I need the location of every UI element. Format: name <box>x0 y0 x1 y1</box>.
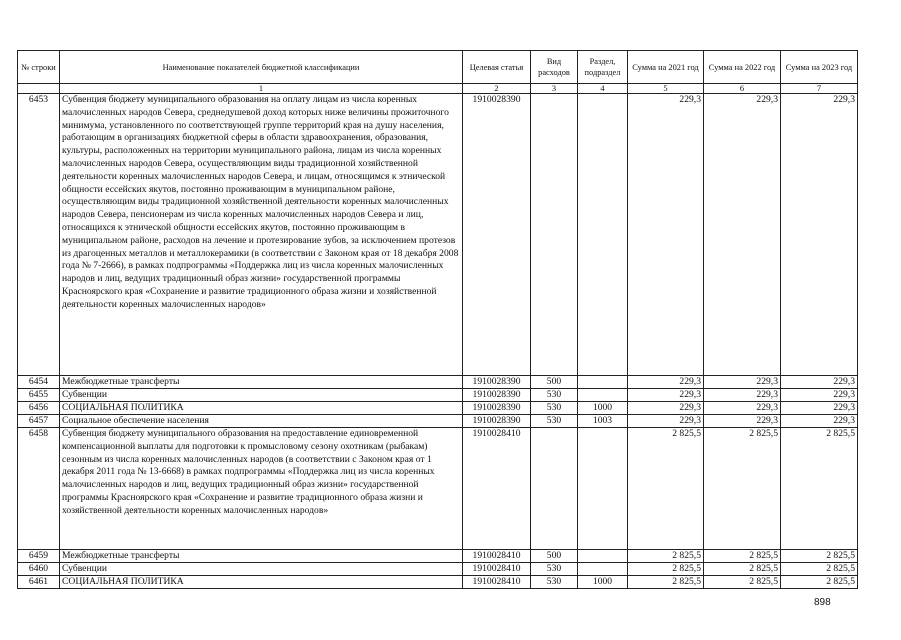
row-sum-2023: 229,3 <box>781 376 858 389</box>
column-number: 3 <box>531 84 578 94</box>
row-name: Межбюджетные трансферты <box>60 550 463 563</box>
row-target: 1910028390 <box>463 389 531 402</box>
row-section: 1000 <box>578 402 628 415</box>
row-sum-2023: 229,3 <box>781 415 858 428</box>
row-target: 1910028390 <box>463 415 531 428</box>
row-sum-2021: 229,3 <box>628 389 704 402</box>
row-type: 530 <box>531 415 578 428</box>
table-row <box>18 94 858 376</box>
row-sum-2023: 2 825,5 <box>781 563 858 576</box>
column-number: 2 <box>463 84 531 94</box>
row-target: 1910028390 <box>463 94 531 376</box>
row-section <box>578 94 628 376</box>
row-target: 1910028410 <box>463 563 531 576</box>
row-sum-2021: 2 825,5 <box>628 550 704 563</box>
table-row <box>18 428 858 550</box>
row-sum-2021: 2 825,5 <box>628 576 704 589</box>
row-number: 6453 <box>18 94 60 376</box>
column-number: 6 <box>704 84 781 94</box>
row-section: 1003 <box>578 415 628 428</box>
row-target: 1910028410 <box>463 576 531 589</box>
row-target: 1910028390 <box>463 376 531 389</box>
table-row <box>18 576 858 589</box>
row-sum-2023: 2 825,5 <box>781 576 858 589</box>
row-type: 530 <box>531 576 578 589</box>
header-sum-2022: Сумма на 2022 год <box>704 51 781 84</box>
row-sum-2021: 2 825,5 <box>628 428 704 550</box>
row-type: 530 <box>531 563 578 576</box>
row-sum-2021: 229,3 <box>628 94 704 376</box>
row-sum-2022: 2 825,5 <box>704 576 781 589</box>
row-sum-2021: 229,3 <box>628 402 704 415</box>
table-row <box>18 563 858 576</box>
header-target: Целевая статья <box>463 51 531 84</box>
row-type: 530 <box>531 389 578 402</box>
row-sum-2022: 229,3 <box>704 376 781 389</box>
row-type: 500 <box>531 550 578 563</box>
row-number: 6454 <box>18 376 60 389</box>
row-number: 6455 <box>18 389 60 402</box>
table-header-row <box>18 51 858 84</box>
row-target: 1910028390 <box>463 402 531 415</box>
row-number: 6461 <box>18 576 60 589</box>
row-sum-2023: 229,3 <box>781 94 858 376</box>
row-name: СОЦИАЛЬНАЯ ПОЛИТИКА <box>60 402 463 415</box>
row-number: 6456 <box>18 402 60 415</box>
row-sum-2022: 2 825,5 <box>704 550 781 563</box>
row-sum-2021: 229,3 <box>628 415 704 428</box>
header-sum-2021: Сумма на 2021 год <box>628 51 704 84</box>
row-section <box>578 550 628 563</box>
row-type: 500 <box>531 376 578 389</box>
row-sum-2022: 2 825,5 <box>704 563 781 576</box>
row-target: 1910028410 <box>463 428 531 550</box>
row-number: 6459 <box>18 550 60 563</box>
row-section <box>578 428 628 550</box>
row-sum-2023: 2 825,5 <box>781 428 858 550</box>
row-number: 6460 <box>18 563 60 576</box>
table-row <box>18 389 858 402</box>
row-sum-2023: 229,3 <box>781 402 858 415</box>
table-row <box>18 376 858 389</box>
row-name: Субвенции <box>60 389 463 402</box>
row-section <box>578 563 628 576</box>
column-number: 4 <box>578 84 628 94</box>
column-number-row <box>18 84 858 94</box>
header-row-no: № строки <box>18 51 60 84</box>
row-sum-2023: 229,3 <box>781 389 858 402</box>
row-sum-2021: 229,3 <box>628 376 704 389</box>
row-number: 6458 <box>18 428 60 550</box>
row-name: Субвенция бюджету муниципального образования на предоставление единовременной компенсационной выплаты для подготовки к промысловому сезону охотникам (рыбакам) сезонным из числа коренных малочисленных народов (в соответствии с Законом края от 1 декабря 2011 года № 13-6668) в рамках подпрограммы «Поддержка лиц из числа коренных малочисленных народов и лиц, ведущих традиционный образ жизни» государственной программы Красноярского края «Сохранение и развитие традиционного образа жизни и хозяйственной деятельности коренных малочисленных народов» <box>60 428 463 550</box>
header-section: Раздел, подраздел <box>578 51 628 84</box>
row-section: 1000 <box>578 576 628 589</box>
row-section <box>578 389 628 402</box>
row-name: Субвенции <box>60 563 463 576</box>
budget-table <box>17 50 858 589</box>
row-type: 530 <box>531 402 578 415</box>
row-sum-2023: 2 825,5 <box>781 550 858 563</box>
header-name: Наименование показателей бюджетной классификации <box>60 51 463 84</box>
header-sum-2023: Сумма на 2023 год <box>781 51 858 84</box>
row-type <box>531 94 578 376</box>
column-number <box>18 84 60 94</box>
page-number: 898 <box>814 597 831 608</box>
row-name: Социальное обеспечение населения <box>60 415 463 428</box>
row-name: Межбюджетные трансферты <box>60 376 463 389</box>
header-type: Вид расходов <box>531 51 578 84</box>
column-number: 7 <box>781 84 858 94</box>
row-name: Субвенция бюджету муниципального образования на оплату лицам из числа коренных малочисленных народов Севера, среднедушевой доход которых ниже величины прожиточного минимума, установленного по соответствующей группе территорий края на душу населения, работающим в организациях бюджетной сферы в области здравоохранения, образования, культуры, расположенных на территории муниципального района, лицам из числа коренных малочисленных народов Севера, осуществляющим виды традиционной хозяйственной деятельности коренных малочисленных народов Севера, и лицам, относящимся к этнической общности ессейских якутов, постоянно проживающим в муниципальном районе, осуществляющим виды традиционной хозяйственной деятельности коренных малочисленных народов Севера, пенсионерам из числа коренных малочисленных народов Севера и лиц, относящихся к этнической общности ессейских якутов, постоянно проживающим в муниципальном районе, расходов на лечение и протезирование зубов, за исключением протезов из драгоценных металлов и металлокерамики (в соответствии с Законом края от 18 декабря 2008 года № 7-2666), в рамках подпрограммы «Поддержка лиц из числа коренных малочисленных народов и лиц, ведущих традиционный образ жизни» государственной программы Красноярского края «Сохранение и развитие традиционного образа жизни и хозяйственной деятельности коренных малочисленных народов» <box>60 94 463 376</box>
row-sum-2022: 229,3 <box>704 402 781 415</box>
row-sum-2021: 2 825,5 <box>628 563 704 576</box>
row-sum-2022: 229,3 <box>704 389 781 402</box>
row-sum-2022: 229,3 <box>704 415 781 428</box>
row-name: СОЦИАЛЬНАЯ ПОЛИТИКА <box>60 576 463 589</box>
row-target: 1910028410 <box>463 550 531 563</box>
table-row <box>18 550 858 563</box>
row-section <box>578 376 628 389</box>
row-type <box>531 428 578 550</box>
column-number: 1 <box>60 84 463 94</box>
row-sum-2022: 2 825,5 <box>704 428 781 550</box>
table-body <box>18 94 858 589</box>
column-number: 5 <box>628 84 704 94</box>
row-sum-2022: 229,3 <box>704 94 781 376</box>
row-number: 6457 <box>18 415 60 428</box>
table-row <box>18 402 858 415</box>
table-row <box>18 415 858 428</box>
